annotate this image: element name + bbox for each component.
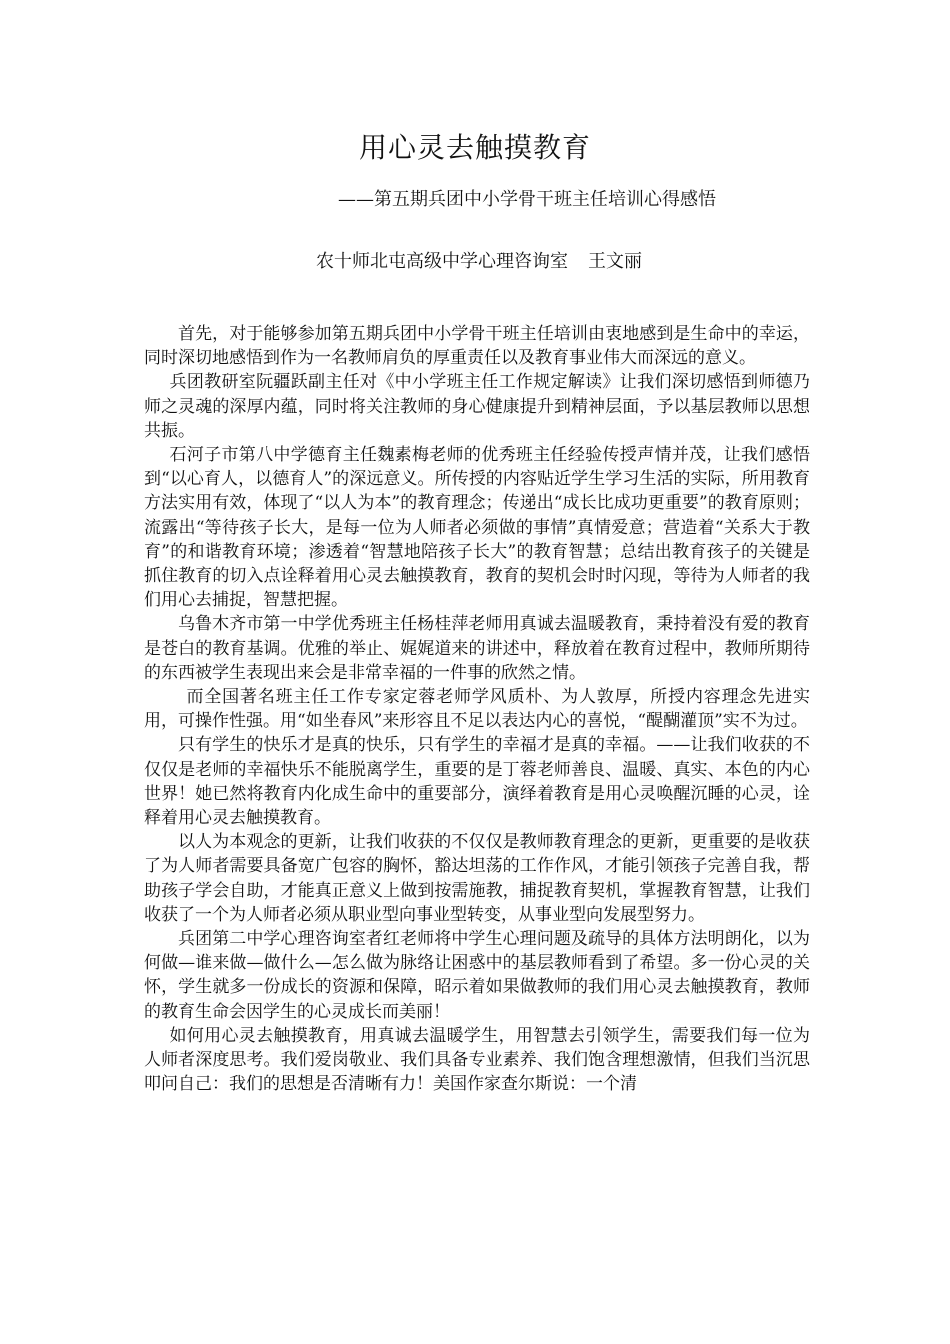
body-paragraph: 乌鲁木齐市第一中学优秀班主任杨桂萍老师用真诚去温暖教育，秉持着没有爱的教育是苍白的教育基调。优雅的举止、娓娓道来的讲述中，释放着在教育过程中，教师所期待的东西被学生表现出来会是非常幸福的一件事的欣然之情。 <box>144 614 810 683</box>
author-org: 农十师北屯高级中学心理咨询室 <box>316 251 568 272</box>
author-line <box>316 246 642 278</box>
document-title: 用心灵去触摸教育 <box>358 131 591 164</box>
body-paragraph: 以人为本观念的更新，让我们收获的不仅仅是教师教育理念的更新，更重要的是收获了为人师者需要具备宽广包容的胸怀，豁达坦荡的工作作风，才能引领孩子完善自我，帮助孩子学会自助，才能真正意义上做到按需施教，捕捉教育契机，掌握教育智慧，让我们收获了一个为人师者必须从职业型向事业型转变，从事业型向发展型努力。 <box>144 832 810 925</box>
document-body <box>144 322 810 1097</box>
body-paragraph: 只有学生的快乐才是真的快乐，只有学生的幸福才是真的幸福。——让我们收获的不仅仅是老师的幸福快乐不能脱离学生，重要的是丁蓉老师善良、温暖、真实、本色的内心世界！她已然将教育内化成生命中的重要部分，演绎着教育是用心灵唤醒沉睡的心灵，诠释着用心灵去触摸教育。 <box>144 735 810 829</box>
body-paragraph: 而全国著名班主任工作专家定蓉老师学风质朴、为人敦厚，所授内容理念先进实用，可操作性强。用“如坐春风”来形容且不足以表达内心的喜悦，“醍醐灌顶”实不为过。 <box>144 687 810 732</box>
body-paragraph: 如何用心灵去触摸教育，用真诚去温暖学生，用智慧去引领学生，需要我们每一位为人师者深度思考。我们爱岗敬业、我们具备专业素养、我们饱含理想激情，但我们当沉思叩问自己：我们的思想是否清晰有力！美国作家查尔斯说：一个清 <box>144 1025 810 1095</box>
body-paragraph: 石河子市第八中学德育主任魏素梅老师的优秀班主任经验传授声情并茂，让我们感悟到“以心育人，以德育人”的深远意义。所传授的内容贴近学生学习生活的实际，所用教育方法实用有效，体现了“以人为本”的教育理念；传递出“成长比成功更重要”的教育原则；流露出“等待孩子长大，是每一位为人师者必须做的事情”真情爱意；营造着“关系大于教育”的和谐教育环境；渗透着“智慧地陪孩子长大”的教育智慧；总结出教育孩子的关键是抓住教育的切入点诠释着用心灵去触摸教育，教育的契机会时时闪现，等待为人师者的我们用心去捕捉，智慧把握。 <box>144 445 810 611</box>
body-paragraph: 兵团第二中学心理咨询室者红老师将中学生心理问题及疏导的具体方法明朗化，以为何做—谁来做—做什么—怎么做为脉络让困惑中的基层教师看到了希望。多一份心灵的关怀，学生就多一份成长的资源和保障，昭示着如果做教师的我们用心灵去触摸教育，教师的教育生命会因学生的心灵成长而美丽！ <box>144 929 810 1022</box>
document-subtitle: ——第五期兵团中小学骨干班主任培训心得感悟 <box>338 189 716 210</box>
body-paragraph: 首先，对于能够参加第五期兵团中小学骨干班主任培训由衷地感到是生命中的幸运，同时深切地感悟到作为一名教师肩负的厚重责任以及教育事业伟大而深远的意义。 <box>144 324 810 369</box>
body-paragraph: 兵团教研室阮疆跃副主任对《中小学班主任工作规定解读》让我们深切感悟到师德乃师之灵魂的深厚内蕴，同时将关注教师的身心健康提升到精神层面，予以基层教师以思想共振。 <box>144 372 810 441</box>
author-name: 王文丽 <box>588 251 642 272</box>
